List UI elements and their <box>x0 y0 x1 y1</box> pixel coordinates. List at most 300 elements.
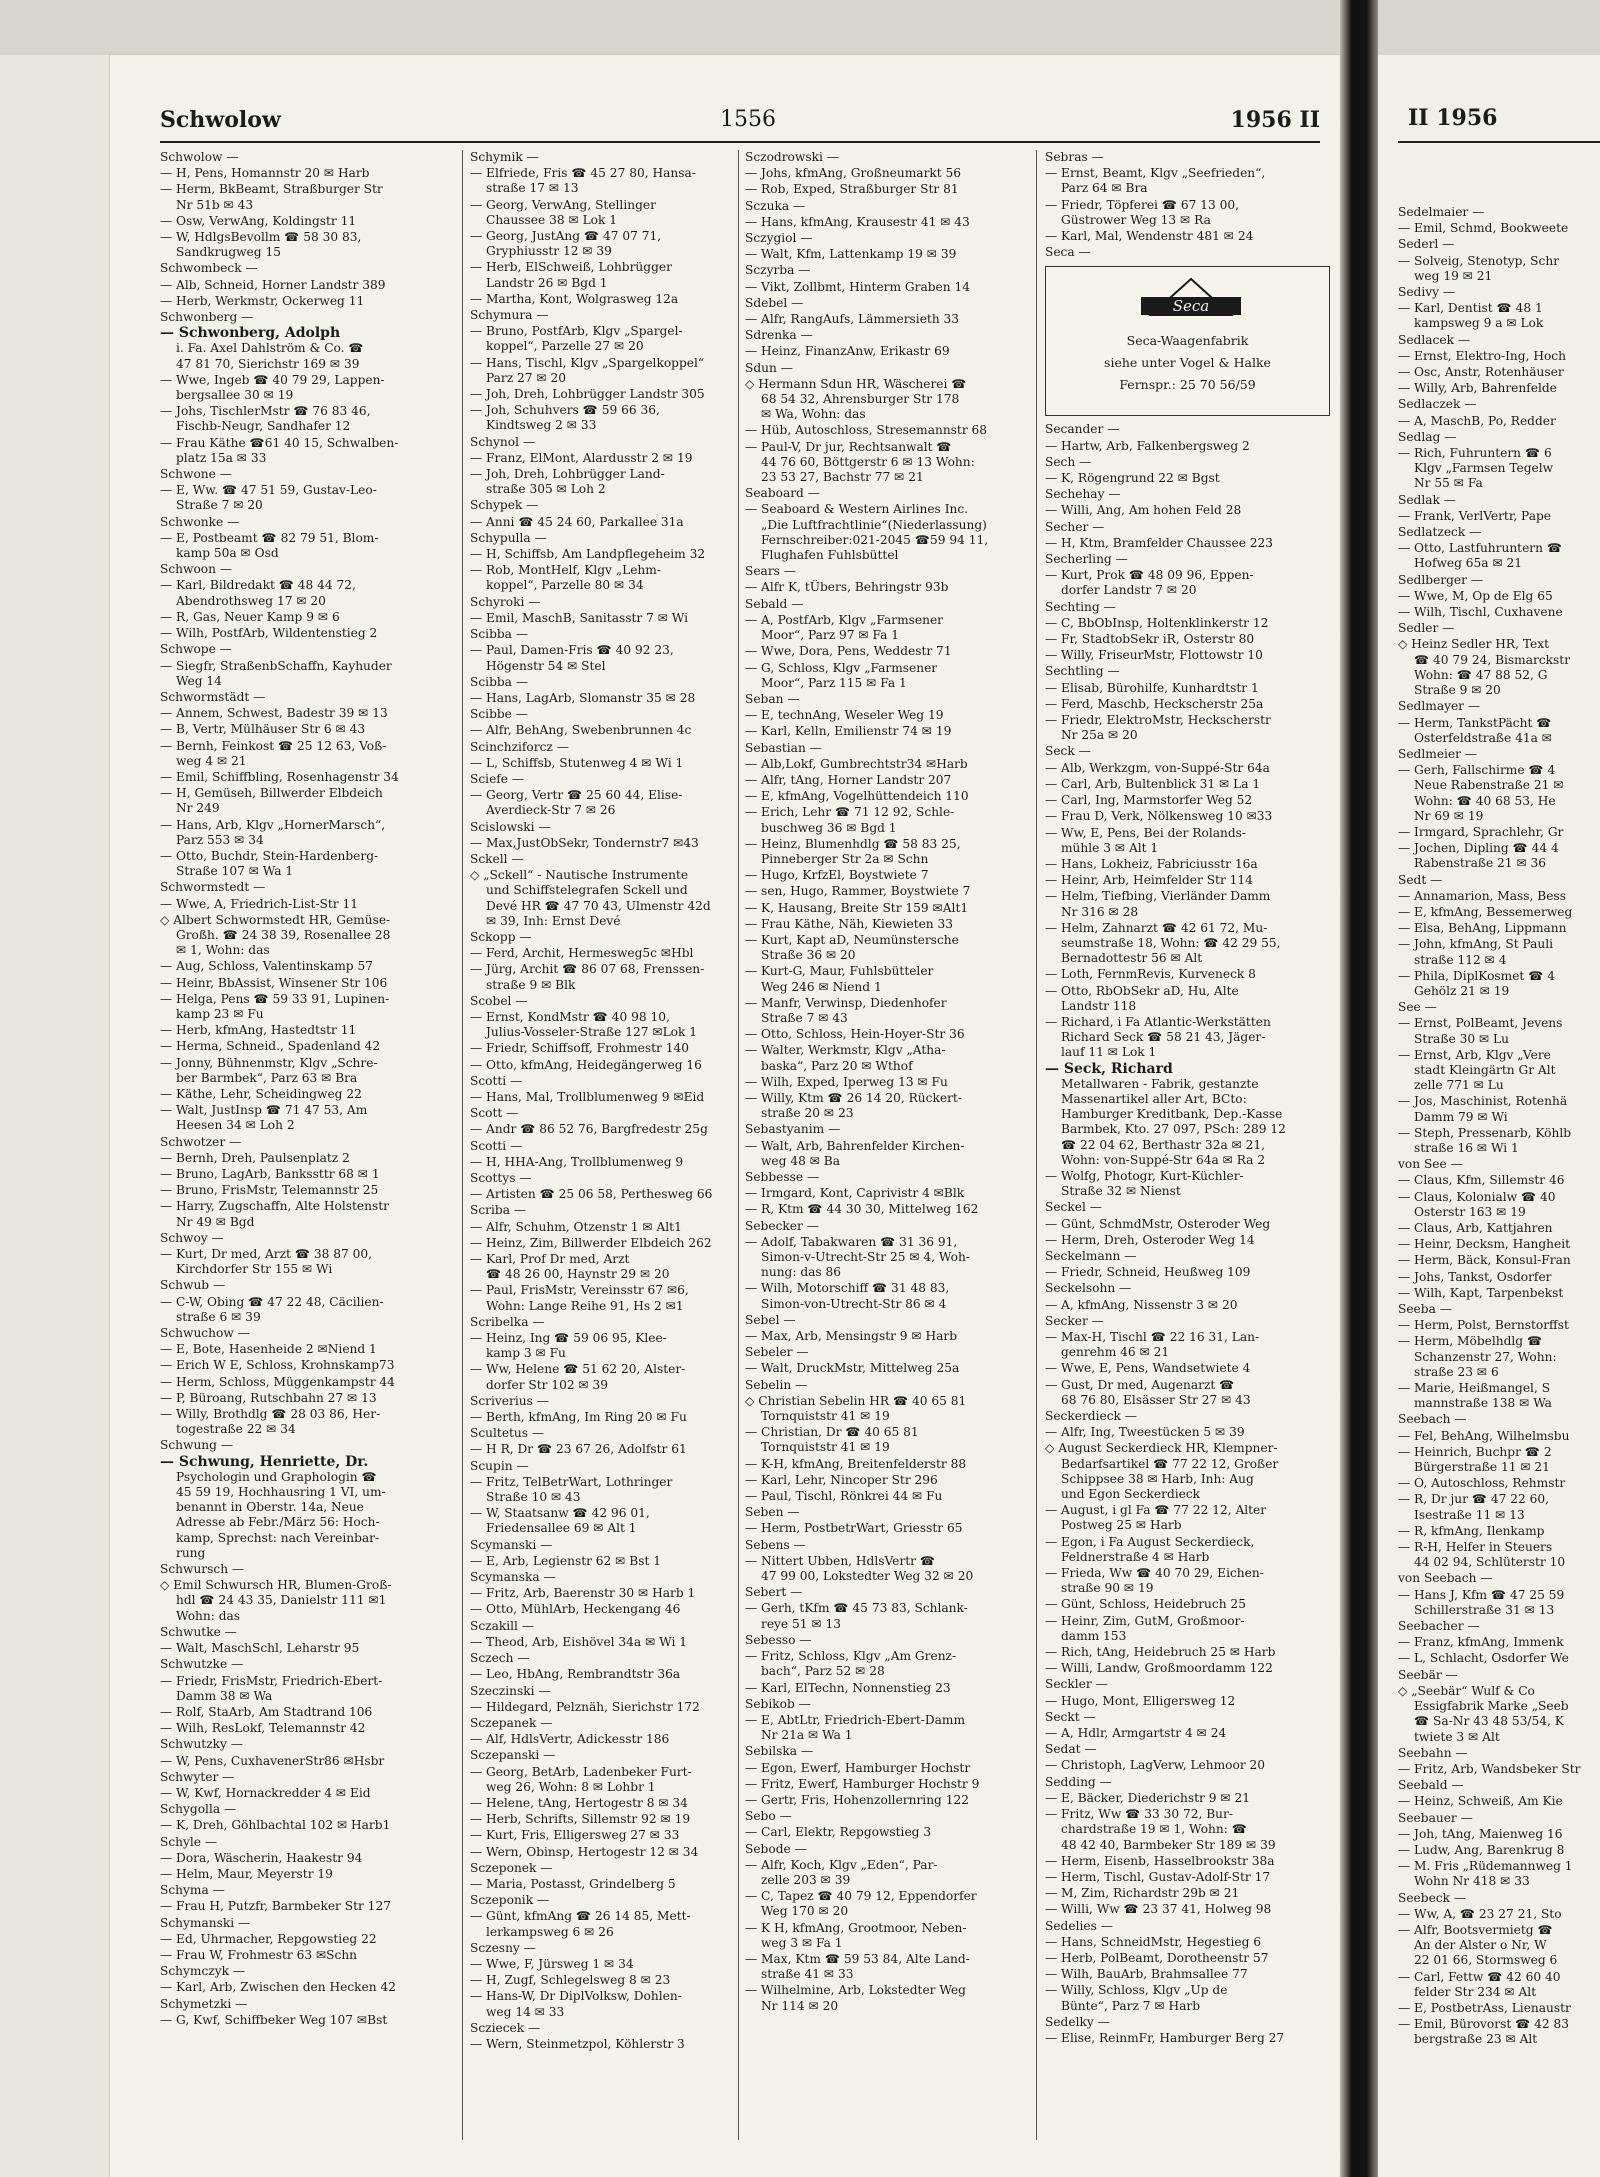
entry-name-line: — Kurt, Fris, Elligersweg 27 ✉ 33 <box>470 1828 680 1843</box>
entry-name-line: — Bruno, PostfArb, Klgv „Spargel- <box>470 324 683 339</box>
entry-name-line: — Alfr, tAng, Horner Landstr 207 <box>745 772 952 787</box>
directory-entry <box>745 1313 1045 1328</box>
entry-name-line: Sebecker — <box>745 1218 819 1233</box>
entry-name-line: — E, kfmAng, Vogelhüttendeich 110 <box>745 789 969 804</box>
entry-name-line: — E, technAng, Weseler Weg 19 <box>745 708 944 723</box>
entry-name-line: Schwub — <box>160 1278 226 1293</box>
directory-entry <box>1398 621 1600 636</box>
directory-entry <box>470 962 770 992</box>
directory-entry <box>1045 198 1330 228</box>
entry-name-line: — Richard, i Fa Atlantic-Werkstätten <box>1045 1014 1271 1029</box>
entry-name-line: Schwoy — <box>160 1230 224 1245</box>
directory-entry <box>160 786 460 816</box>
entry-name-line: — Wwe, M, Op de Elg 65 <box>1398 588 1553 603</box>
directory-entry <box>160 1770 460 1785</box>
directory-entry <box>470 1155 770 1170</box>
entry-name-line: — Günt, SchmdMstr, Osteroder Weg <box>1045 1216 1271 1231</box>
entry-name-line: — Emil, Schmd, Bookweete <box>1398 221 1569 236</box>
directory-entry <box>1398 1094 1600 1124</box>
entry-name-line: — Ed, Uhrmacher, Repgowstieg 22 <box>160 1931 377 1946</box>
entry-detail-line: weg 48 ✉ Ba <box>761 1153 841 1168</box>
directory-entry <box>745 1489 1045 1504</box>
directory-entry <box>1045 536 1330 551</box>
entry-detail-line: twiete 3 ✉ Alt <box>1414 1729 1500 1744</box>
entry-detail-line: straße 16 ✉ Wi 1 <box>1414 1140 1519 1155</box>
entry-name-line: — Hildegard, Pelznäh, Sierichstr 172 <box>470 1699 700 1714</box>
entry-name-line: — Frau Käthe, Näh, Kiewieten 33 <box>745 916 954 931</box>
directory-entry <box>1398 1843 1600 1858</box>
directory-entry <box>1398 237 1600 252</box>
directory-entry <box>470 1203 770 1218</box>
entry-name-line: — R, Dr jur ☎ 47 22 60, <box>1398 1492 1549 1507</box>
entry-detail-line: Bürgerstraße 11 ✉ 21 <box>1414 1460 1550 1475</box>
directory-entry <box>745 597 1045 612</box>
directory-entry <box>470 740 770 755</box>
entry-name-line: — Gerh, Fallschirme ☎ 4 <box>1398 763 1556 778</box>
entry-name-line: — Theod, Arb, Eishövel 34a ✉ Wi 1 <box>470 1634 687 1649</box>
entry-name-line: — A, PostfArb, Klgv „Farmsener <box>745 612 944 627</box>
directory-entry <box>1045 600 1330 615</box>
directory-entry <box>745 1538 1045 1553</box>
entry-name-line: — C-W, Obing ☎ 47 22 48, Cäcilien- <box>160 1294 384 1309</box>
entry-detail-line: Averdieck-Str 7 ✉ 26 <box>486 803 616 818</box>
entry-detail-line: weg 19 ✉ 21 <box>1414 268 1493 283</box>
entry-name-line: Sczygiol — <box>745 231 813 246</box>
directory-entry <box>1398 397 1600 412</box>
directory-entry <box>160 1151 460 1166</box>
entry-name-line: — Johs, TischlerMstr ☎ 76 83 46, <box>160 404 371 419</box>
entry-name-line: Schyroki — <box>470 594 541 609</box>
directory-entry <box>470 1171 770 1186</box>
directory-entry <box>470 1716 770 1731</box>
entry-name-line: Schwolow — <box>160 150 239 164</box>
entry-detail-line: Psychologin und Graphologin ☎ <box>176 1469 377 1484</box>
directory-entry <box>470 356 770 386</box>
directory-entry <box>1045 1535 1330 1565</box>
entry-detail-line: Parz 553 ✉ 34 <box>176 832 264 847</box>
entry-name-line: Schwope — <box>160 642 232 657</box>
directory-entry <box>745 773 1045 788</box>
entry-detail-line: Nr 51b ✉ 43 <box>176 197 254 212</box>
entry-name-line: — Adolf, Tabakwaren ☎ 31 36 91, <box>745 1234 958 1249</box>
entry-detail-line: straße 23 ✉ 6 <box>1414 1364 1499 1379</box>
entry-detail-line: Bedarfsartikel ☎ 77 22 12, Großer <box>1061 1456 1279 1471</box>
entry-name-line: Seeba — <box>1398 1302 1452 1317</box>
entry-name-line: — Wilh, Kapt, Tarpenbekst <box>1398 1285 1564 1300</box>
entry-name-line: — Emil, MaschB, Sanitasstr 7 ✉ Wi <box>470 610 688 625</box>
entry-name-line: — Bernh, Dreh, Paulsenplatz 2 <box>160 1150 350 1165</box>
entry-name-line: — Kurt-G, Maur, Fuhlsbütteler <box>745 964 934 979</box>
entry-name-line: — Carl, Arb, Bultenblick 31 ✉ La 1 <box>1045 776 1261 791</box>
directory-entry <box>745 150 1045 165</box>
entry-name-line: — Walt, MaschSchl, Leharstr 95 <box>160 1641 360 1656</box>
directory-entry <box>745 263 1045 278</box>
directory-column-2 <box>470 150 770 2053</box>
entry-name-line: — Wwe, E, Pens, Wandsetwiete 4 <box>1045 1361 1251 1376</box>
entry-name-line: — Karl, Prof Dr med, Arzt <box>470 1252 630 1267</box>
directory-entry <box>160 1326 460 1341</box>
directory-entry <box>160 1916 460 1931</box>
directory-entry <box>745 1521 1045 1536</box>
directory-entry <box>1045 1015 1330 1061</box>
entry-name-line: Schymanski — <box>160 1915 251 1930</box>
directory-entry <box>470 756 770 771</box>
directory-entry <box>470 563 770 593</box>
entry-name-line: — Ww, E, Pens, Bei der Rolands- <box>1045 825 1247 840</box>
entry-name-line: — Herm, TankstPächt ☎ <box>1398 715 1552 730</box>
entry-name-line: — Claus, Arb, Kattjahren <box>1398 1221 1553 1235</box>
entry-detail-line: Nr 49 ✉ Bgd <box>176 1214 255 1229</box>
directory-entry <box>470 1538 770 1553</box>
directory-entry <box>160 1056 460 1086</box>
entry-name-line: — Otto, Lastfuhruntern ☎ <box>1398 541 1563 556</box>
directory-entry <box>470 1732 770 1747</box>
directory-entry <box>160 722 460 737</box>
entry-name-line: Sczodrowski — <box>745 150 839 164</box>
directory-entry <box>1045 761 1330 776</box>
directory-entry <box>160 1039 460 1054</box>
entry-name-line: — Karl, Dentist ☎ 48 1 <box>1398 301 1543 316</box>
directory-entry <box>745 917 1045 932</box>
entry-name-line: Scribelka — <box>470 1314 545 1329</box>
directory-entry <box>1045 1200 1330 1215</box>
directory-entry <box>470 1957 770 1972</box>
entry-name-line: — Fel, BehAng, Wilhelmsbu <box>1398 1428 1570 1443</box>
entry-detail-line: mühle 3 ✉ Alt 1 <box>1061 840 1159 855</box>
directory-entry <box>160 166 460 181</box>
directory-entry <box>160 913 460 959</box>
entry-detail-line: 23 53 27, Bachstr 77 ✉ 21 <box>761 470 924 485</box>
directory-entry <box>1045 921 1330 967</box>
entry-name-line: — H, Gemüseh, Billwerder Elbdeich <box>160 786 383 801</box>
entry-name-line: — L, Schiffsb, Stutenweg 4 ✉ Wi 1 <box>470 755 684 770</box>
directory-entry <box>160 818 460 848</box>
entry-detail-line: ☎ 48 26 00, Haynstr 29 ✉ 20 <box>486 1267 670 1282</box>
entry-name-line: — Walt, Kfm, Lattenkamp 19 ✉ 39 <box>745 247 957 262</box>
entry-name-line: — Carl, Fettw ☎ 42 60 40 <box>1398 1969 1561 1984</box>
directory-entry <box>1045 616 1330 631</box>
directory-entry <box>1398 1635 1600 1650</box>
directory-entry <box>1045 1677 1330 1692</box>
entry-name-line: — Willy, Ktm ☎ 26 14 20, Rückert- <box>745 1090 962 1105</box>
book-gutter <box>1340 0 1378 2177</box>
directory-entry <box>745 837 1045 867</box>
entry-name-line: Scupin — <box>470 1458 529 1473</box>
directory-entry <box>1045 471 1330 486</box>
directory-entry <box>470 1394 770 1409</box>
entry-name-line: Sedlacek — <box>1398 332 1471 347</box>
entry-name-line: — Helm, Tiefbing, Vierländer Damm <box>1045 889 1271 904</box>
directory-entry <box>470 403 770 433</box>
entry-name-line: — Harry, Zugschaffn, Alte Holstenstr <box>160 1199 389 1214</box>
entry-name-line: — Wern, Obinsp, Hertogestr 12 ✉ 34 <box>470 1844 699 1859</box>
entry-name-line: — Seaboard & Western Airlines Inc. <box>745 502 969 517</box>
directory-entry <box>160 897 460 912</box>
entry-name-line: — John, kfmAng, St Pauli <box>1398 937 1554 952</box>
entry-detail-line: Osterstr 163 ✉ 19 <box>1414 1204 1526 1219</box>
directory-entry <box>745 1505 1045 1520</box>
entry-detail-line: straße 112 ✉ 4 <box>1414 952 1507 967</box>
entry-detail-line: weg 4 ✉ 21 <box>176 753 247 768</box>
directory-entry <box>1045 809 1330 824</box>
entry-name-line: Sebeler — <box>745 1345 809 1360</box>
entry-name-line: Sedelmaier — <box>1398 205 1485 219</box>
directory-entry <box>745 1394 1045 1424</box>
entry-name-line: — Willi, Ang, Am hohen Feld 28 <box>1045 503 1242 518</box>
entry-name-line: — Wwe, Dora, Pens, Weddestr 71 <box>745 644 952 659</box>
directory-entry <box>745 423 1045 438</box>
entry-name-line: — Fritz, Ewerf, Hamburger Hochstr 9 <box>745 1776 980 1791</box>
directory-entry <box>470 1442 770 1457</box>
directory-entry <box>1398 1811 1600 1826</box>
directory-entry <box>745 1809 1045 1824</box>
entry-name-line: — Fritz, Arb, Wandsbeker Str <box>1398 1761 1581 1776</box>
entry-name-line: — Heinz, Schweiß, Am Kie <box>1398 1794 1563 1809</box>
directory-entry <box>470 1877 770 1892</box>
directory-entry <box>160 2013 460 2028</box>
entry-name-line: Sebens — <box>745 1537 806 1552</box>
directory-entry <box>1398 525 1600 540</box>
entry-name-line: — Alfr, Bootsvermietg ☎ <box>1398 1922 1553 1937</box>
entry-name-line: — Bruno, FrisMstr, Telemannstr 25 <box>160 1183 379 1198</box>
directory-entry <box>1398 1412 1600 1427</box>
seca-advertisement <box>1045 266 1330 416</box>
entry-name-line: — Herb, Werkmstr, Ockerweg 11 <box>160 293 365 308</box>
entry-name-line: Scott — <box>470 1106 519 1121</box>
entry-name-line: — Jochen, Dipling ☎ 44 4 <box>1398 841 1559 856</box>
directory-entry <box>745 933 1045 963</box>
entry-name-line: — Rob, MontHelf, Klgv „Lehm- <box>470 563 661 578</box>
entry-name-line: ◇ Emil Schwursch HR, Blumen-Groß- <box>160 1578 392 1593</box>
directory-entry <box>160 515 460 530</box>
adjacent-header-rule <box>1398 141 1600 143</box>
directory-entry <box>1398 1923 1600 1969</box>
directory-column-1 <box>160 150 460 2029</box>
entry-name-line: — Heinr, Zim, GutM, Großmoor- <box>1045 1613 1245 1628</box>
directory-entry <box>1045 1775 1330 1790</box>
entry-name-line: — W, Kwf, Hornackredder 4 ✉ Eid <box>160 1785 371 1800</box>
entry-name-line: ◇ Albert Schwormstedt HR, Gemüse- <box>160 912 391 927</box>
entry-name-line: Sedlberger — <box>1398 572 1484 587</box>
entry-name-line: Scymanski — <box>470 1537 553 1552</box>
entry-name-line: — E, Arb, Legienstr 62 ✉ Bst 1 <box>470 1553 662 1568</box>
entry-name-line: Schyle — <box>160 1834 218 1849</box>
directory-entry <box>470 1187 770 1202</box>
directory-entry <box>1045 1870 1330 1885</box>
entry-detail-line: Großh. ☎ 24 38 39, Rosenallee 28 <box>176 927 391 942</box>
entry-name-line: — Heinr, Decksm, Hangheit <box>1398 1237 1571 1252</box>
entry-detail-line: straße 9 ✉ Blk <box>486 977 576 992</box>
directory-entry <box>160 1278 460 1293</box>
entry-name-line: — M, Zim, Richardstr 29b ✉ 21 <box>1045 1886 1240 1901</box>
entry-name-line: Schwombeck — <box>160 261 258 276</box>
entry-name-line: — Hans, SchneidMstr, Hegestieg 6 <box>1045 1934 1262 1949</box>
seca-line: Seca-Waagenfabrik <box>1126 333 1249 349</box>
entry-name-line: Sedlmeier — <box>1398 746 1478 761</box>
entry-name-line: — Herb, kfmAng, Hastedtstr 11 <box>160 1023 357 1038</box>
directory-entry <box>470 1700 770 1715</box>
entry-detail-line: Gehölz 21 ✉ 19 <box>1414 983 1510 998</box>
entry-name-line: Sebesso — <box>745 1632 812 1647</box>
entry-name-line: — Anni ☎ 45 24 60, Parkallee 31a <box>470 514 684 529</box>
entry-name-line: — sen, Hugo, Rammer, Boystwiete 7 <box>745 884 971 899</box>
entry-detail-line: Landstr 118 <box>1061 998 1137 1013</box>
entry-name-line: ◇ August Seckerdieck HR, Klempner- <box>1045 1441 1278 1456</box>
entry-name-line: — R, Ktm ☎ 44 30 30, Mittelweg 162 <box>745 1202 979 1217</box>
entry-name-line: — Hans, Tischl, Klgv „Spargelkoppel“ <box>470 355 705 370</box>
directory-entry <box>470 1041 770 1056</box>
entry-name-line: Sebel — <box>745 1312 796 1327</box>
seca-line: siehe unter Vogel & Halke <box>1104 355 1271 371</box>
directory-entry <box>1045 681 1330 696</box>
entry-name-line: Seebär — <box>1398 1667 1458 1682</box>
directory-entry <box>470 531 770 546</box>
entry-detail-line: Massenartikel aller Art, BCto: <box>1061 1091 1247 1106</box>
entry-detail-line: Gryphiusstr 12 ✉ 39 <box>486 244 612 259</box>
directory-entry <box>745 1457 1045 1472</box>
directory-entry <box>1045 857 1330 872</box>
directory-entry <box>1045 422 1330 437</box>
entry-detail-line: Landstr 26 ✉ Bgd 1 <box>486 275 608 290</box>
directory-entry <box>160 1802 460 1817</box>
entry-name-line: — Otto, Schloss, Hein-Hoyer-Str 36 <box>745 1027 965 1042</box>
directory-entry <box>745 215 1045 230</box>
entry-detail-line: kamp 3 ✉ Fu <box>486 1346 566 1361</box>
directory-entry <box>1045 1503 1330 1533</box>
entry-name-line: — A, MaschB, Po, Redder <box>1398 413 1556 428</box>
entry-name-line: — Käthe, Lehr, Scheidingweg 22 <box>160 1086 362 1101</box>
entry-name-line: — Günt, Schloss, Heidebruch 25 <box>1045 1597 1246 1612</box>
entry-detail-line: Kindtsweg 2 ✉ 33 <box>486 418 597 433</box>
directory-entry <box>1398 430 1600 445</box>
entry-name-line: — Hugo, KrfzEl, Boystwiete 7 <box>745 868 929 883</box>
directory-entry <box>470 324 770 354</box>
directory-entry <box>160 610 460 625</box>
entry-detail-line: mannstraße 138 ✉ Wa <box>1414 1396 1552 1411</box>
directory-entry <box>1398 637 1600 698</box>
directory-entry <box>745 1697 1045 1712</box>
directory-entry <box>470 1893 770 1908</box>
entry-name-line: Schyma — <box>160 1883 225 1898</box>
entry-detail-line: stadt Kleingärtn Gr Alt <box>1414 1062 1556 1077</box>
directory-entry <box>1045 520 1330 535</box>
entry-name-line: — Karl, Kelln, Emilienstr 74 ✉ 19 <box>745 724 952 739</box>
directory-entry <box>1398 841 1600 871</box>
entry-name-line: — Heinz, Ing ☎ 59 06 95, Klee- <box>470 1331 667 1346</box>
entry-detail-line: „Die Luftfrachtlinie“(Niederlassung) <box>761 517 987 532</box>
directory-entry <box>1045 503 1330 518</box>
entry-name-line: — Hugo, Mont, Elligersweg 12 <box>1045 1693 1236 1708</box>
directory-entry <box>745 296 1045 311</box>
directory-entry <box>1045 2031 1330 2046</box>
directory-entry <box>745 1554 1045 1584</box>
directory-entry <box>160 1641 460 1656</box>
entry-detail-line: i. Fa. Axel Dahlström & Co. ☎ <box>176 341 364 356</box>
entry-name-line: — Karl, Arb, Zwischen den Hecken 42 <box>160 1980 396 1995</box>
entry-detail-line: Postweg 25 ✉ Harb <box>1061 1518 1182 1533</box>
directory-entry <box>1398 493 1600 508</box>
entry-detail-line: Nr 25a ✉ 20 <box>1061 728 1138 743</box>
directory-entry <box>1045 2015 1330 2030</box>
entry-detail-line: kamp, Sprechst: nach Vereinbar- <box>176 1530 380 1545</box>
directory-entry <box>160 1625 460 1640</box>
directory-entry <box>470 1619 770 1634</box>
entry-detail-line: und Egon Seckerdieck <box>1061 1487 1201 1502</box>
entry-name-line: — Herb, ElSchweiß, Lohbrügger <box>470 260 672 275</box>
directory-entry <box>1398 1588 1600 1618</box>
directory-entry <box>745 440 1045 486</box>
directory-entry <box>470 435 770 450</box>
entry-name-line: — Carl, Elektr, Repgowstieg 3 <box>745 1825 932 1840</box>
directory-entry <box>1398 1540 1600 1570</box>
entry-name-line: Secander — <box>1045 422 1120 437</box>
directory-entry <box>470 1122 770 1137</box>
entry-name-line: Seck — <box>1045 744 1091 759</box>
entry-name-line: — Manfr, Verwinsp, Diedenhofer <box>745 995 947 1010</box>
directory-entry <box>745 1921 1045 1951</box>
entry-name-line: — Herm, Dreh, Osteroder Weg 14 <box>1045 1232 1255 1247</box>
directory-entry <box>1398 1221 1600 1236</box>
entry-name-line: — Alb, Schneid, Horner Landstr 389 <box>160 277 386 292</box>
directory-entry <box>470 1283 770 1313</box>
entry-name-line: — Irmgard, Kont, Caprivistr 4 ✉Blk <box>745 1186 965 1201</box>
directory-entry <box>470 260 770 290</box>
directory-entry <box>470 1362 770 1392</box>
entry-name-line: — Ernst, PolBeamt, Jevens <box>1398 1016 1563 1031</box>
directory-entry <box>160 849 460 879</box>
directory-entry <box>160 959 460 974</box>
page-header <box>160 105 1320 139</box>
entry-detail-line: straße 17 ✉ 13 <box>486 181 579 196</box>
entry-name-line: — Marie, Heißmangel, S <box>1398 1381 1551 1396</box>
directory-entry <box>160 1818 460 1833</box>
directory-entry <box>470 1410 770 1425</box>
entry-detail-line: Neue Rabenstraße 21 ✉ <box>1414 778 1564 793</box>
entry-name-line: — Wilh, Tischl, Cuxhavene <box>1398 605 1563 620</box>
entry-name-line: — H, Pens, Homannstr 20 ✉ Harb <box>160 166 370 181</box>
directory-entry <box>1045 1645 1330 1660</box>
directory-entry <box>745 564 1045 579</box>
directory-entry <box>745 1713 1045 1743</box>
entry-detail-line: Kirchdorfer Str 155 ✉ Wi <box>176 1262 333 1277</box>
directory-entry <box>1398 1794 1600 1809</box>
directory-entry <box>745 1202 1045 1217</box>
entry-name-line: Sebastian — <box>745 740 822 755</box>
entry-detail-line: straße 41 ✉ 33 <box>761 1967 854 1982</box>
entry-name-line: — R, Gas, Neuer Kamp 9 ✉ 6 <box>160 609 340 624</box>
directory-entry <box>745 1744 1045 1759</box>
directory-entry <box>160 1247 460 1277</box>
entry-name-line: — Annamarion, Mass, Bess <box>1398 888 1566 903</box>
directory-entry <box>745 1793 1045 1808</box>
entry-name-line: Sech — <box>1045 454 1092 469</box>
entry-name-line: Schwormstedt — <box>160 880 266 895</box>
entry-detail-line: Isestraße 11 ✉ 13 <box>1414 1507 1525 1522</box>
entry-name-line: Sechtling — <box>1045 664 1120 679</box>
entry-name-line: — L, Schlacht, Osdorfer We <box>1398 1651 1569 1666</box>
entry-detail-line: Wohn: das <box>176 1608 241 1623</box>
directory-entry <box>160 976 460 991</box>
directory-entry <box>470 1812 770 1827</box>
entry-name-line: — Friedr, Schneid, Heußweg 109 <box>1045 1265 1251 1280</box>
entry-name-line: — Schwung, Henriette, Dr. <box>160 1454 369 1470</box>
directory-entry <box>1045 744 1330 759</box>
directory-entry <box>745 1027 1045 1042</box>
entry-name-line: — Joh, Schuhvers ☎ 59 66 36, <box>470 403 660 418</box>
entry-name-line: — H, Schiffsb, Am Landpflegeheim 32 <box>470 547 706 562</box>
entry-name-line: — Herb, Schrifts, Sillemstr 92 ✉ 19 <box>470 1812 691 1827</box>
entry-name-line: Sdrenka — <box>745 328 813 343</box>
